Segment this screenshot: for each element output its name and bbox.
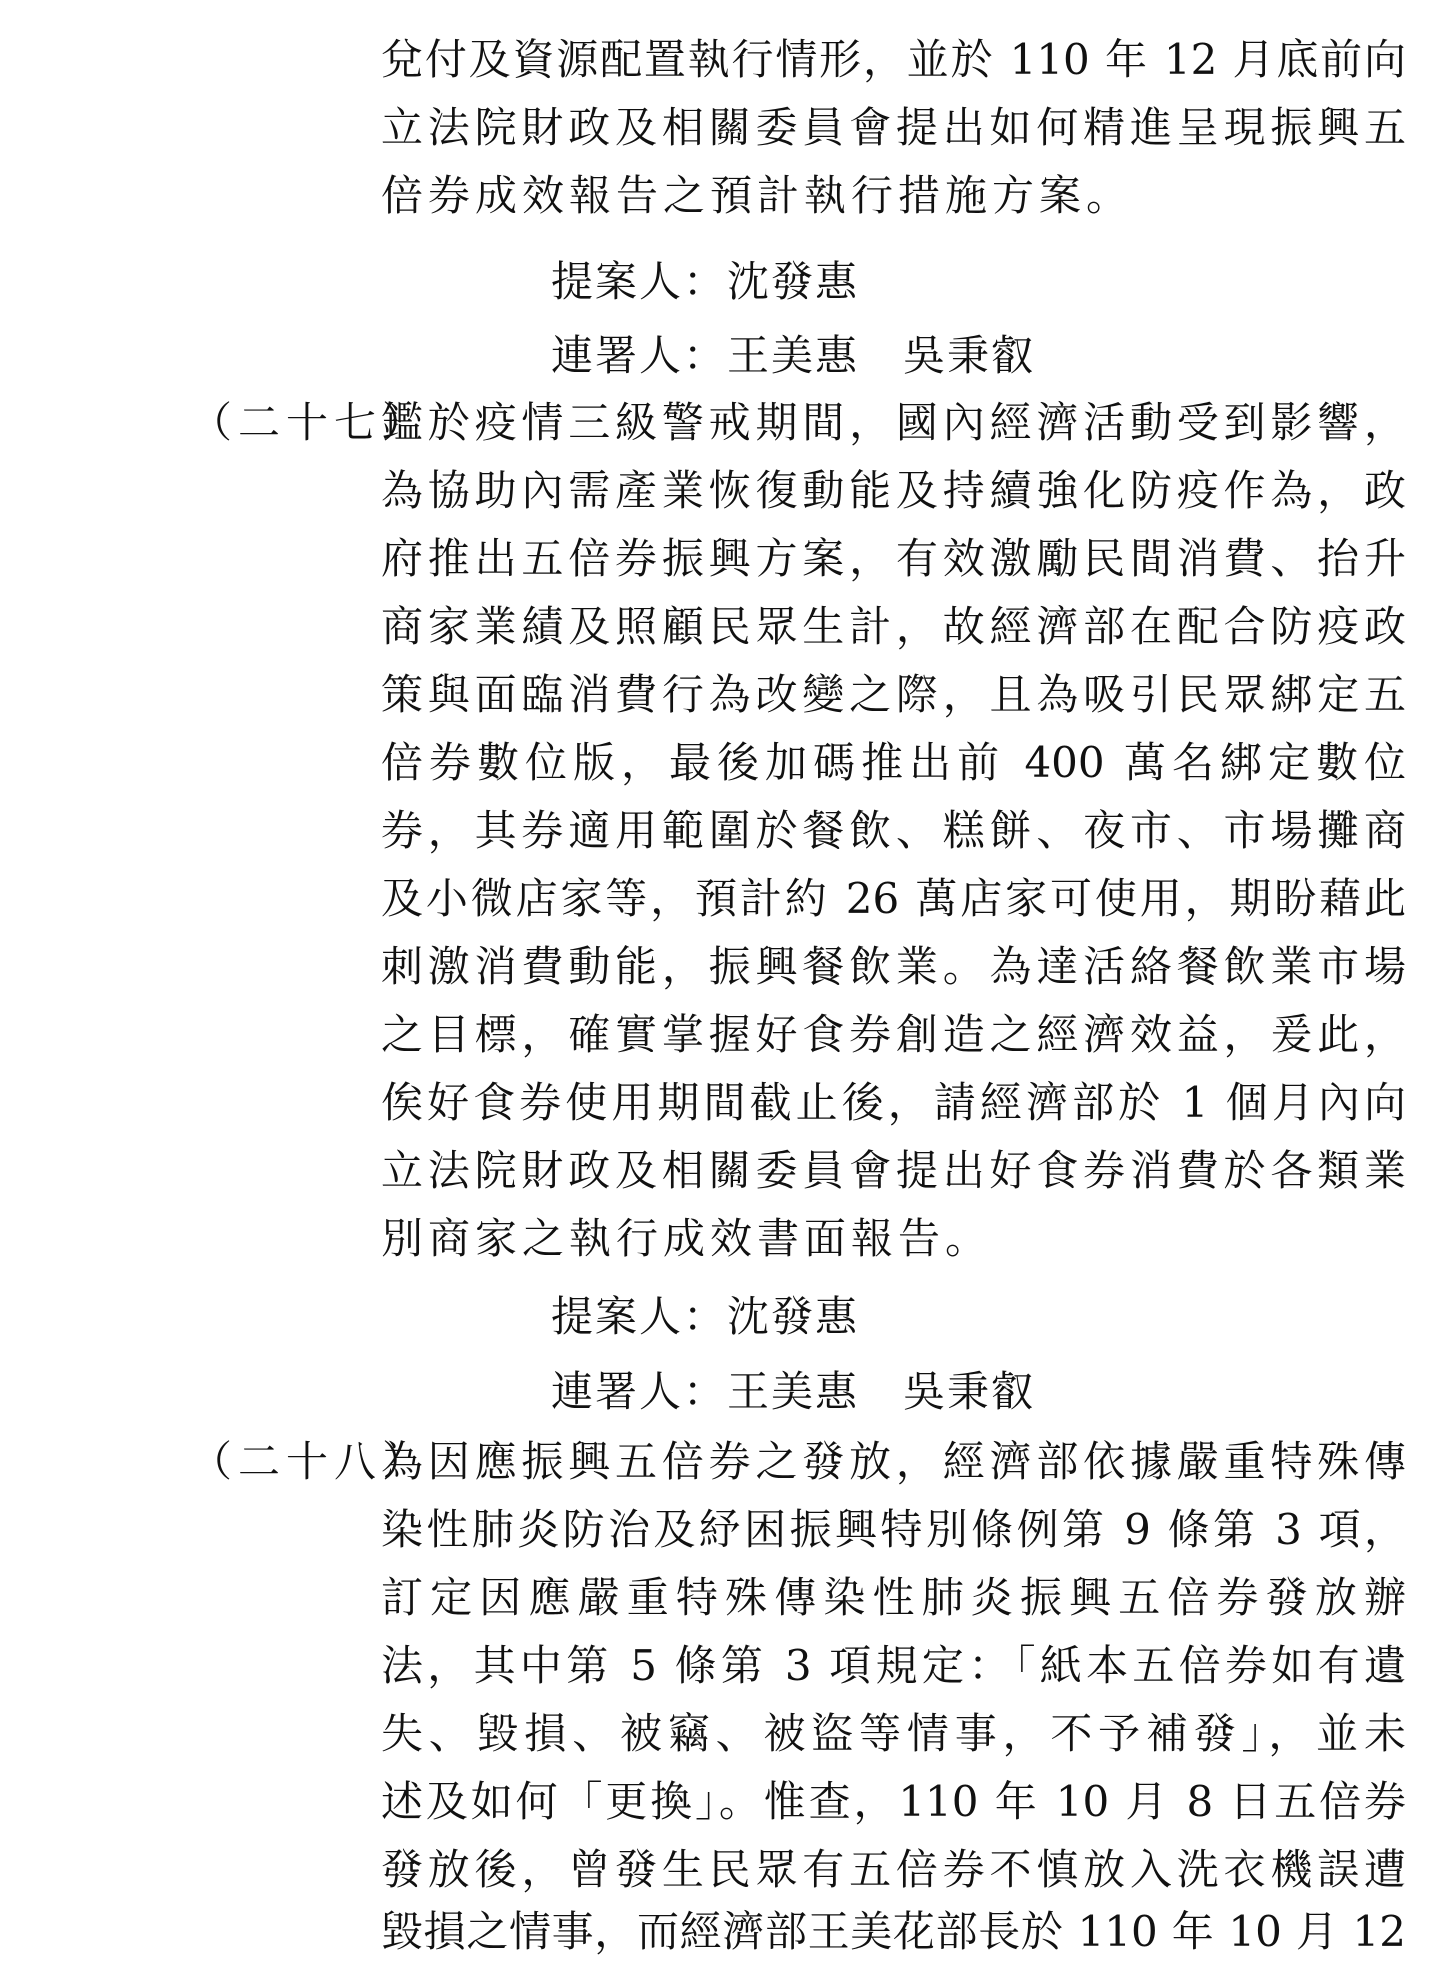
item28-line-6: 述及如何「更換」。惟查，110 年 10 月 8 日五倍券 — [381, 1777, 1406, 1826]
intro-cosigners: 連署人：王美惠 吳秉叡 — [551, 331, 1036, 380]
item28-line-7: 發放後，曾發生民眾有五倍券不慎放入洗衣機誤遭 — [381, 1845, 1406, 1894]
item27-line-3: 府推出五倍券振興方案，有效激勵民間消費、抬升 — [381, 534, 1406, 583]
item28-line-4: 法，其中第 5 條第 3 項規定：「紙本五倍券如有遺 — [381, 1641, 1406, 1690]
item27-proposer: 提案人：沈發惠 — [551, 1292, 860, 1341]
item28-line-3: 訂定因應嚴重特殊傳染性肺炎振興五倍券發放辦 — [381, 1573, 1406, 1622]
intro-line-3: 倍券成效報告之預計執行措施方案。 — [381, 171, 1134, 220]
item27-line-5: 策與面臨消費行為改變之際，且為吸引民眾綁定五 — [381, 670, 1406, 719]
item28-line-1: 為因應振興五倍券之發放，經濟部依據嚴重特殊傳 — [381, 1437, 1406, 1486]
item28-line-2: 染性肺炎防治及紓困振興特別條例第 9 條第 3 項， — [381, 1505, 1406, 1554]
item27-line-10: 之目標，確實掌握好食券創造之經濟效益，爰此， — [381, 1010, 1406, 1059]
item27-cosigners: 連署人：王美惠 吳秉叡 — [551, 1367, 1036, 1416]
item27-line-1: 鑑於疫情三級警戒期間，國內經濟活動受到影響， — [381, 398, 1406, 447]
intro-line-1: 兌付及資源配置執行情形，並於 110 年 12 月底前向 — [381, 35, 1406, 84]
intro-proposer: 提案人：沈發惠 — [551, 257, 860, 306]
intro-line-2: 立法院財政及相關委員會提出如何精進呈現振興五 — [381, 103, 1406, 152]
item28-line-5: 失、毀損、被竊、被盜等情事，不予補發」，並未 — [381, 1709, 1406, 1758]
item27-line-11: 俟好食券使用期間截止後，請經濟部於 1 個月內向 — [381, 1078, 1406, 1127]
item27-line-6: 倍券數位版，最後加碼推出前 400 萬名綁定數位 — [381, 738, 1406, 787]
item27-line-12: 立法院財政及相關委員會提出好食券消費於各類業 — [381, 1146, 1406, 1195]
item27-line-2: 為協助內需產業恢復動能及持續強化防疫作為，政 — [381, 466, 1406, 515]
item28-line-8: 毀損之情事，而經濟部王美花部長於 110 年 10 月 12 — [381, 1907, 1406, 1956]
item27-line-8: 及小微店家等，預計約 26 萬店家可使用，期盼藉此 — [381, 874, 1406, 923]
item28-label: （二十八） — [190, 1437, 431, 1486]
item27-line-9: 刺激消費動能，振興餐飲業。為達活絡餐飲業市場 — [381, 942, 1406, 991]
item27-line-13: 別商家之執行成效書面報告。 — [381, 1214, 993, 1263]
item27-line-4: 商家業績及照顧民眾生計，故經濟部在配合防疫政 — [381, 602, 1406, 651]
item27-label: （二十七） — [190, 398, 431, 447]
item27-line-7: 券，其券適用範圍於餐飲、糕餅、夜市、市場攤商 — [381, 806, 1406, 855]
